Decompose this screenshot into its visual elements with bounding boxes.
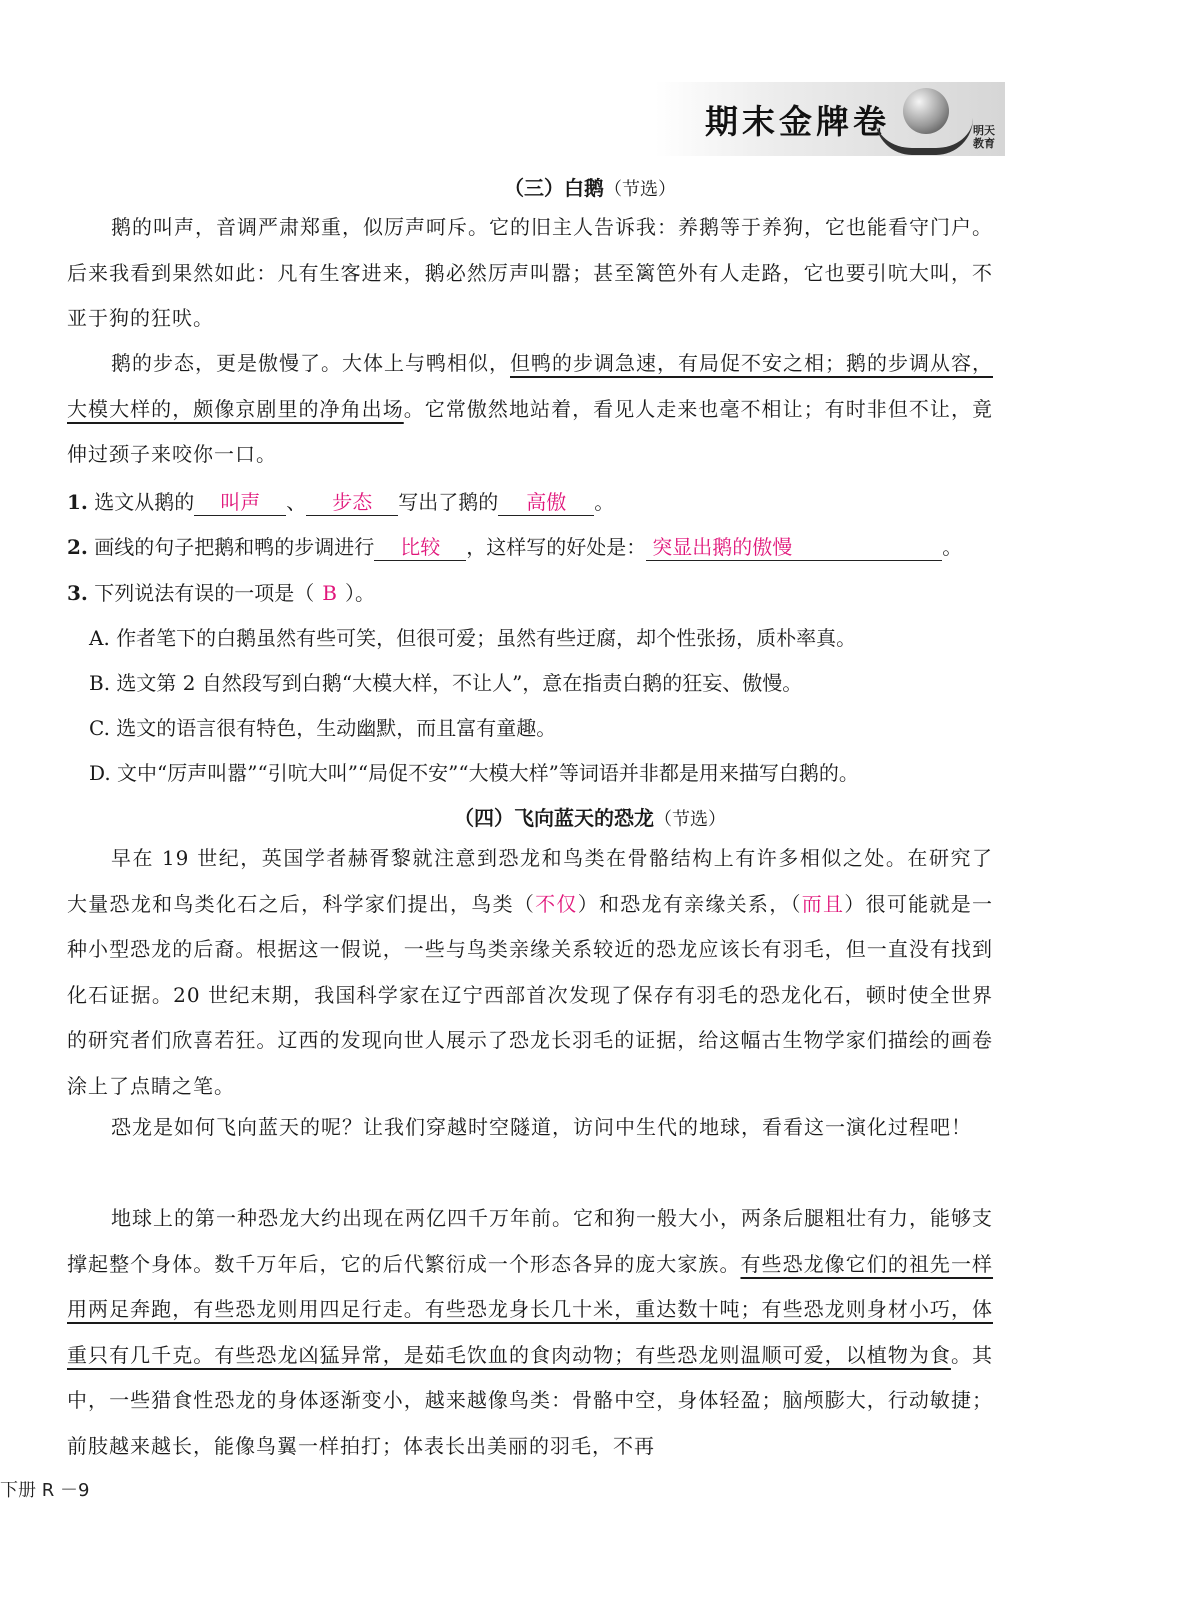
section-4-paragraph-2: 恐龙是如何飞向蓝天的呢？让我们穿越时空隧道，访问中生代的地球，看看这一演化过程吧！ — [111, 1115, 972, 1139]
section-3-paragraph-1: 鹅的叫声，音调严肃郑重，似厉声呵斥。它的旧主人告诉我：养鹅等于养狗，它也能看守门户。后来我看到果然如此：凡有生客进来，鹅必然厉声叫嚣；甚至篱笆外有人走路，它也要引吭大叫，不亚于狗的狂吠。 — [67, 215, 993, 330]
answer-blank-5[interactable]: 突显出鹅的傲慢 — [646, 534, 942, 561]
section-4-paragraph-1: 早在 19 世纪，英国学者赫胥黎就注意到恐龙和鸟类在骨骼结构上有许多相似之处。在研究了大量恐龙和鸟类化石之后，科学家们提出，鸟类（不仅）和恐龙有亲缘关系，（而且）很可能就是一种小型恐龙的后裔。根据这一假说，一些与鸟类亲缘关系较近的恐龙应该长有羽毛，但一直没有找到化石证据。20 世纪末期，我国科学家在辽宁西部首次发现了保存有羽毛的恐龙化石，顿时使全世界的研究者们欣喜若狂。辽西的发现向世人展示了恐龙长羽毛的证据，给这幅古生物学家们描绘的画卷涂上了点睛之笔。 — [67, 846, 994, 1098]
answer-fill-1[interactable]: 不仅 — [535, 891, 578, 916]
brand-globe-logo — [903, 88, 949, 134]
answer-blank-1[interactable]: 叫声 — [194, 489, 286, 516]
page-footer: 下册 R －9 — [0, 1480, 90, 1501]
underlined-passage: 有些恐龙像它们的祖先一样用两足奔跑，有些恐龙则用四足行走。有些恐龙身长几十米，重达数十吨；有些恐龙则身材小巧，体重只有几千克。有些恐龙凶猛异常，是茹毛饮血的食肉动物；有些恐龙则温顺可爱，以植物为食 — [67, 1251, 994, 1367]
brand-publisher: 明天 教育 — [973, 124, 995, 150]
answer-fill-2[interactable]: 而且 — [801, 891, 845, 916]
underlined-sentence: 但鸭的步调急速，有局促不安之相；鹅的步调从容，大模大样的，颇像京剧里的净角出场 — [67, 351, 993, 421]
question-3: 3. 下列说法有误的一项是（ B ）。 — [67, 581, 375, 605]
option-d: D. 文中“厉声叫嚣”“引吭大叫”“局促不安”“大模大样”等词语并非都是用来描写白鹅的。 — [89, 761, 859, 785]
answer-choice[interactable]: B — [322, 581, 337, 605]
answer-blank-4[interactable]: 比较 — [374, 534, 466, 561]
section-4-title: （四）飞向蓝天的恐龙（节选） — [454, 806, 726, 830]
question-1: 1. 选文从鹅的 叫声 、 步态 写出了鹅的 高傲 。 — [67, 490, 615, 514]
section-3-paragraph-2: 鹅的步态，更是傲慢了。大体上与鸭相似，但鸭的步调急速，有局促不安之相；鹅的步调从容，大模大样的，颇像京剧里的净角出场。它常傲然地站着，看见人走来也毫不相让；有时非但不让，竟伸过颈子来咬你一口。 — [67, 351, 994, 466]
option-c: C. 选文的语言很有特色，生动幽默，而且富有童趣。 — [89, 716, 557, 740]
section-3-title: （三）白鹅（节选） — [504, 176, 676, 200]
answer-blank-2[interactable]: 步态 — [306, 489, 398, 516]
brand-banner — [655, 82, 1005, 156]
option-b: B. 选文第 2 自然段写到白鹅“大模大样，不让人”，意在指责白鹅的狂妄、傲慢。 — [89, 671, 803, 695]
question-2: 2. 画线的句子把鹅和鸭的步调进行 比较 ，这样写的好处是： 突显出鹅的傲慢 。 — [67, 535, 963, 559]
section-4-paragraph-3: 地球上的第一种恐龙大约出现在两亿四千万年前。它和狗一般大小，两条后腿粗壮有力，能够支撑起整个身体。数千万年后，它的后代繁衍成一个形态各异的庞大家族。有些恐龙像它们的祖先一样用两足奔跑，有些恐龙则用四足行走。有些恐龙身长几十米，重达数十吨；有些恐龙则身材小巧，体重只有几千克。有些恐龙凶猛异常，是茹毛饮血的食肉动物；有些恐龙则温顺可爱，以植物为食。其中，一些猎食性恐龙的身体逐渐变小，越来越像鸟类：骨骼中空，身体轻盈；脑颅膨大，行动敏捷；前肢越来越长，能像鸟翼一样拍打；体表长出美丽的羽毛，不再 — [67, 1206, 994, 1458]
answer-blank-3[interactable]: 高傲 — [498, 489, 594, 516]
brand-title: 期末金牌卷 — [705, 102, 890, 141]
option-a: A. 作者笔下的白鹅虽然有些可笑，但很可爱；虽然有些迂腐，却个性张扬，质朴率真。 — [89, 626, 857, 650]
